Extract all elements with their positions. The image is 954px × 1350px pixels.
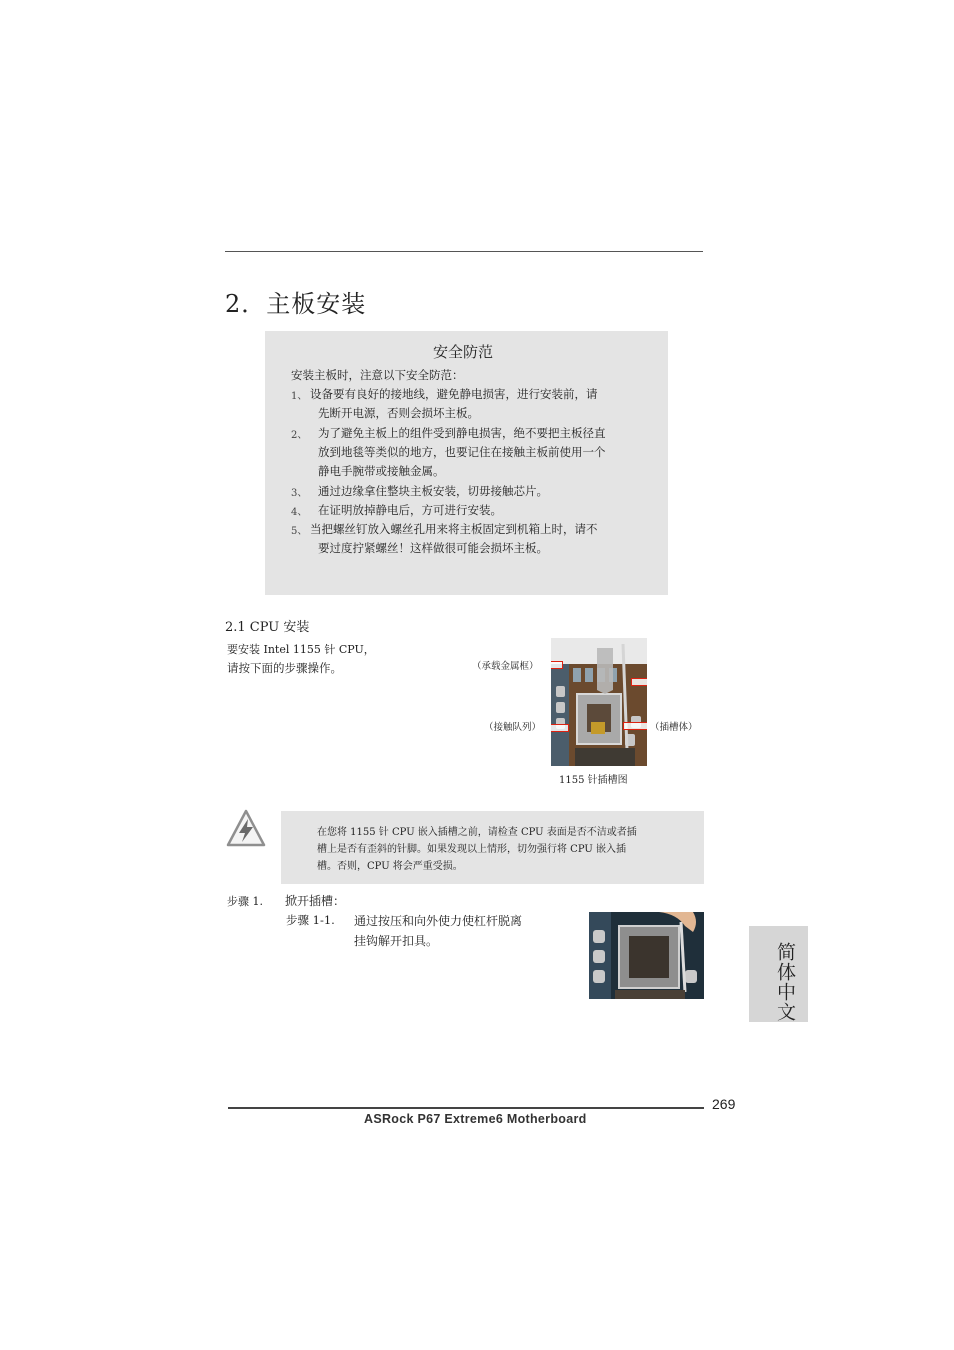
step-1-1-label: 步骤 1-1.	[286, 913, 335, 927]
callout-box-lever	[631, 678, 647, 686]
page-number: 269	[712, 1096, 736, 1112]
lever-release-illustration	[589, 912, 704, 999]
safety-item-1-line-2: 先断开电源，否则会损坏主板。	[318, 406, 479, 420]
footer-rule	[228, 1107, 704, 1109]
warning-icon	[225, 808, 267, 848]
safety-item-2-line-3: 静电手腕带或接触金属。	[318, 464, 445, 478]
safety-title: 安全防范	[433, 343, 494, 361]
top-rule	[225, 251, 703, 252]
safety-item-2-line-2: 放到地毯等类似的地方，也要记住在接触主板前使用一个	[318, 445, 606, 459]
warning-line-1: 在您将 1155 针 CPU 嵌入插槽之前，请检查 CPU 表面是否不洁或者插	[317, 827, 637, 838]
safety-item-5-line-2: 要过度拧紧螺丝！这样做很可能会损坏主板。	[318, 541, 548, 555]
footer-product-name: ASRock P67 Extreme6 Motherboard	[364, 1112, 587, 1126]
safety-intro: 安装主板时，注意以下安全防范：	[291, 368, 464, 382]
step-1-text: 掀开插槽：	[285, 894, 346, 908]
language-tab-label: 简体中文	[774, 942, 796, 1022]
callout-socket-body: （插槽体）	[650, 722, 698, 733]
safety-panel	[265, 331, 668, 595]
safety-item-1-line-1: 设备要有良好的接地线，避免静电损害，进行安装前，请	[310, 387, 598, 401]
safety-item-2-num: 2、	[291, 430, 308, 441]
step-1-1-line-2: 挂钩解开扣具。	[354, 934, 439, 948]
socket-illustration	[551, 638, 647, 766]
callout-load-plate: （承载金属框）	[472, 661, 539, 672]
callout-contact-array: （接触队列）	[484, 722, 542, 733]
warning-line-3: 槽。否则，CPU 将会严重受损。	[317, 861, 463, 872]
safety-item-2-line-1: 为了避免主板上的组件受到静电损害，绝不要把主板径直	[318, 426, 606, 440]
safety-item-3-num: 3、	[291, 488, 308, 499]
figure-caption: 1155 针插槽图	[559, 775, 628, 786]
safety-item-4-num: 4、	[291, 507, 308, 518]
safety-item-5-line-1: 当把螺丝钉放入螺丝孔用来将主板固定到机箱上时，请不	[310, 522, 598, 536]
step-1-1-photo	[589, 912, 704, 999]
safety-item-3-line-1: 通过边缘拿住整块主板安装，切毋接触芯片。	[318, 484, 548, 498]
safety-item-1-num: 1、	[291, 391, 308, 402]
section-title: 2．主板安装	[225, 290, 367, 318]
socket-photo	[551, 638, 647, 766]
safety-item-4-line-1: 在证明放掉静电后，方可进行安装。	[318, 503, 502, 517]
warning-line-2: 槽上是否有歪斜的针脚。如果发现以上情形，切勿强行将 CPU 嵌入插	[317, 844, 626, 855]
cpu-intro-line-2: 请按下面的步骤操作。	[227, 661, 342, 675]
cpu-intro-line-1: 要安装 Intel 1155 针 CPU，	[227, 643, 375, 656]
language-tab	[749, 926, 808, 1022]
warning-panel	[281, 811, 704, 884]
callout-box-contact-array	[551, 724, 569, 732]
cpu-install-heading: 2.1 CPU 安装	[225, 620, 310, 635]
callout-box-socket-body	[623, 722, 647, 730]
step-1-1-line-1: 通过按压和向外使力使杠杆脱离	[354, 914, 523, 928]
step-1-label: 步骤 1.	[227, 895, 263, 908]
safety-item-5-num: 5、	[291, 526, 308, 537]
callout-box-load-plate	[551, 661, 563, 669]
